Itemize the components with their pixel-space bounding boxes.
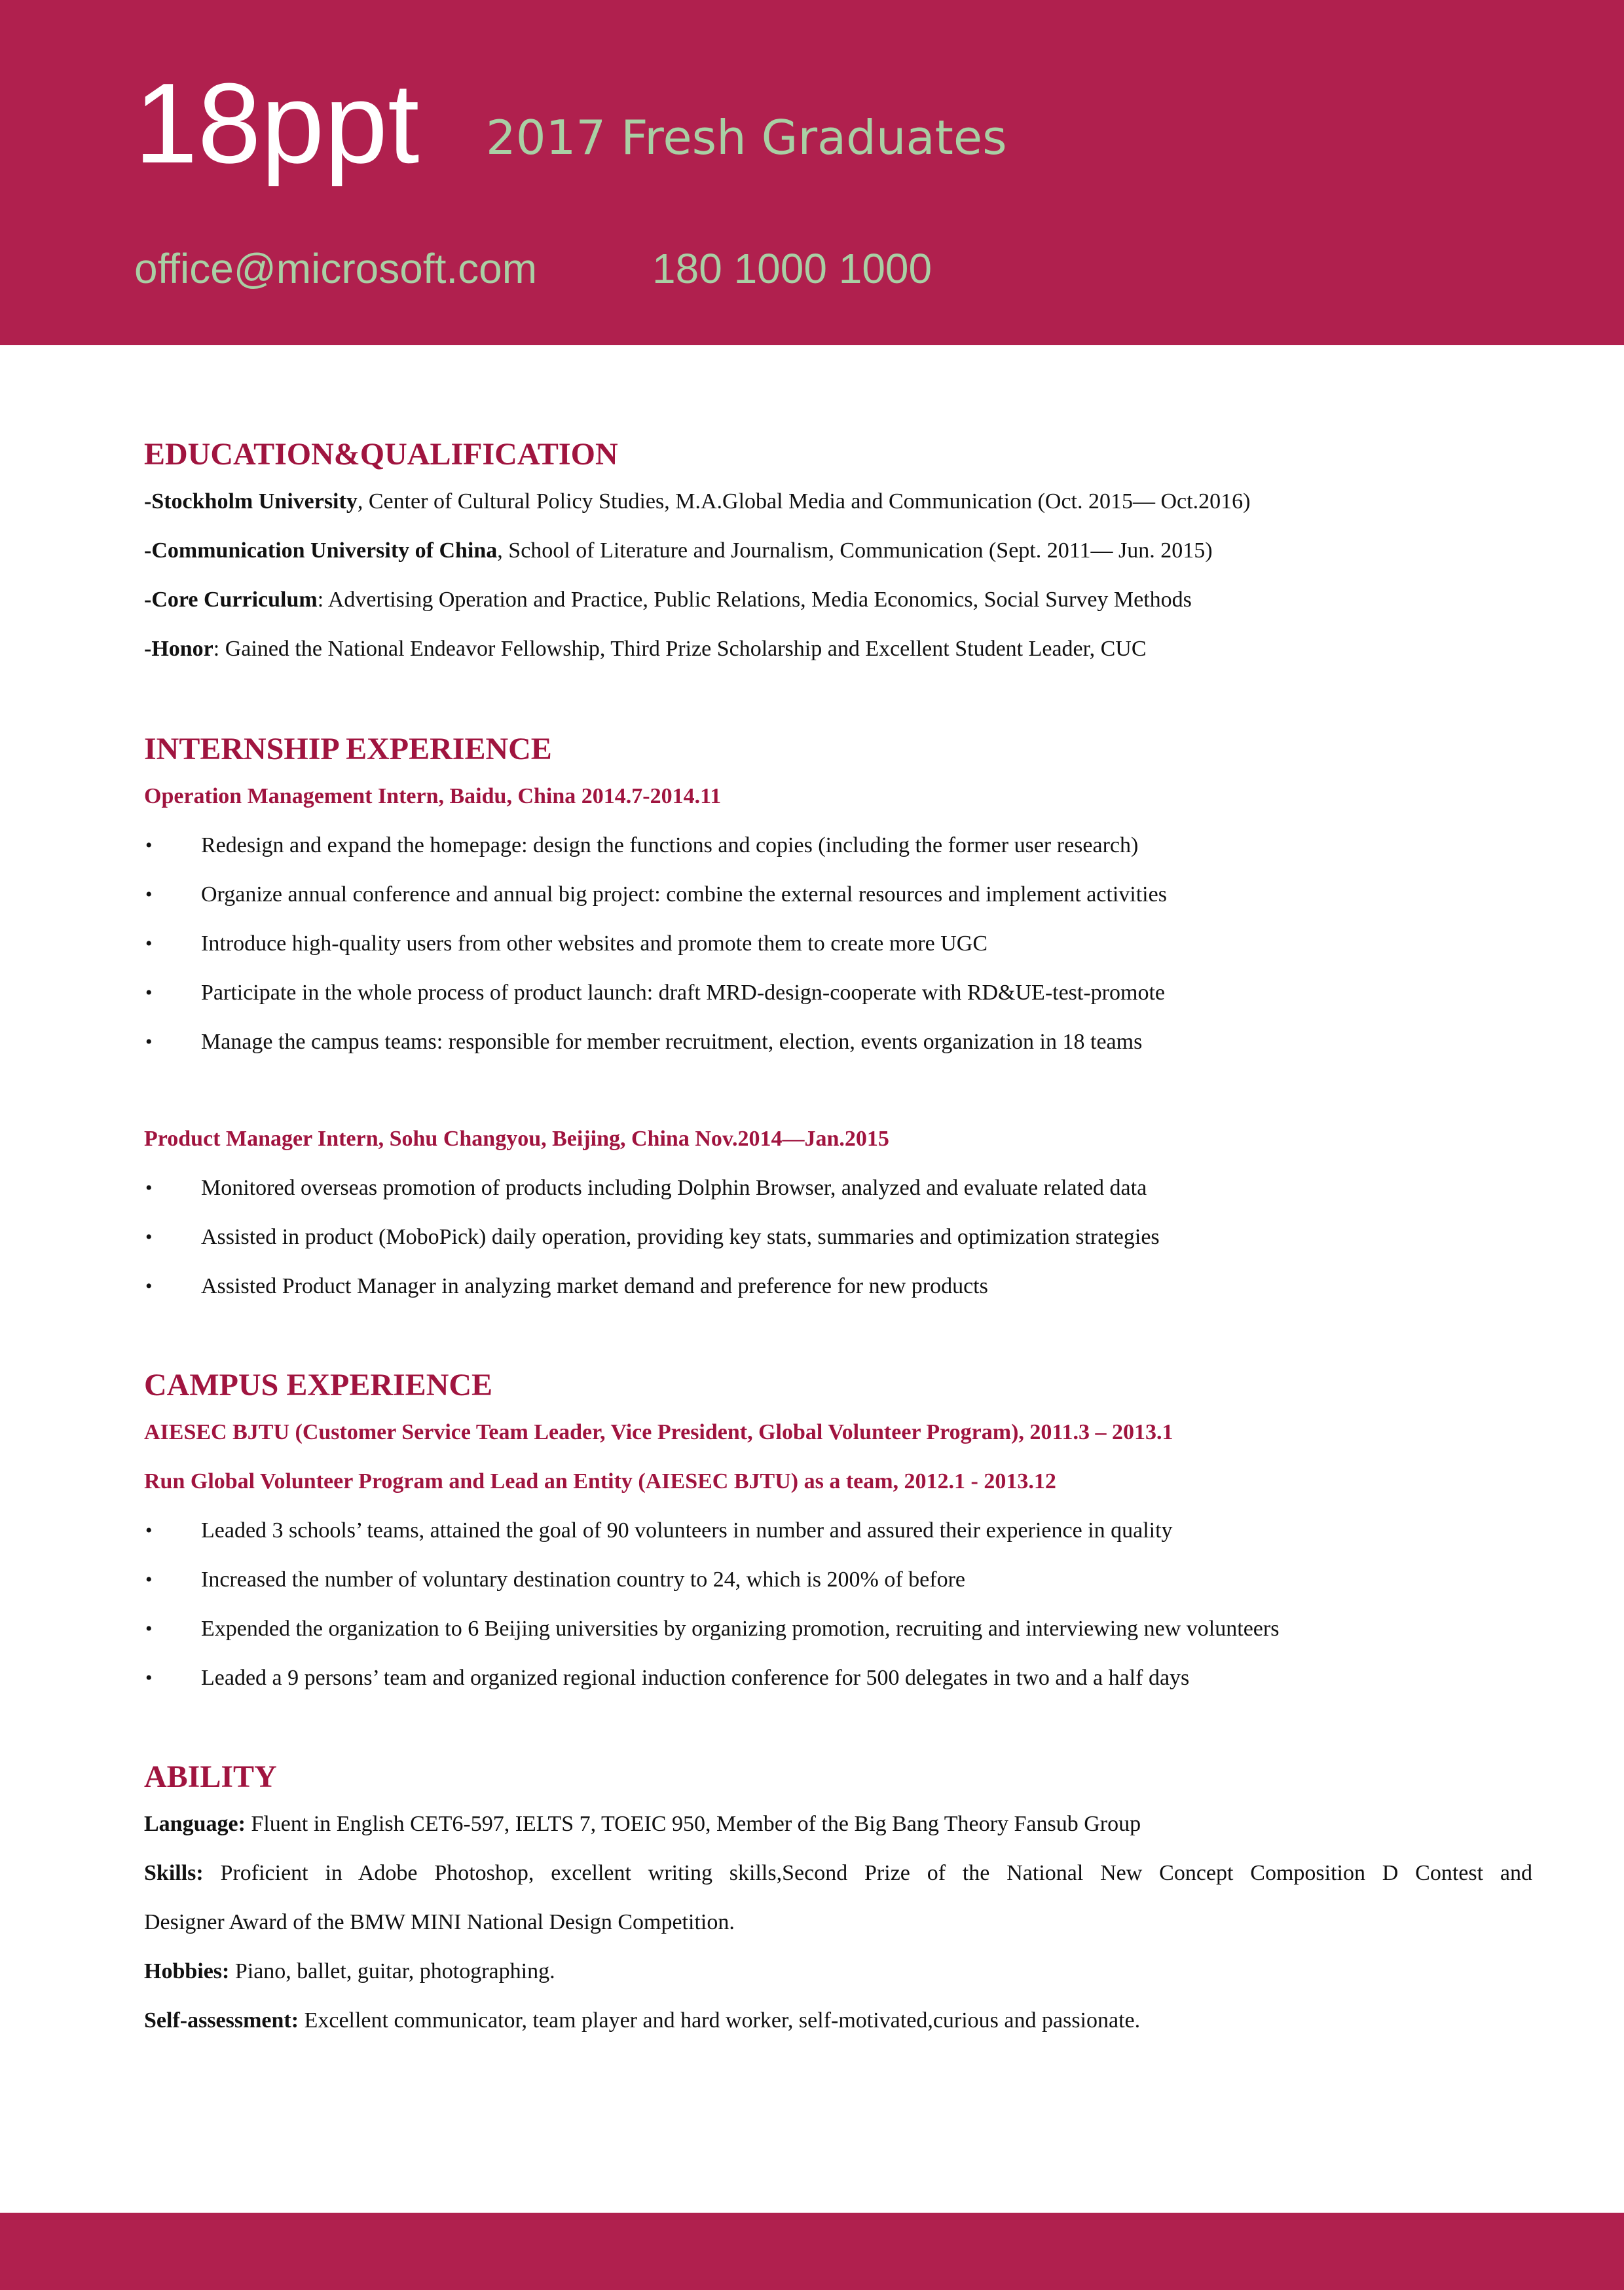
list-item-text: Leaded a 9 persons’ team and organized regional induction conference for 500 delegates in two and a half days [201,1666,1190,1690]
ability-skills-continued: Designer Award of the BMW MINI National Design Competition. [144,1910,735,1934]
resume-body [144,432,1532,2045]
education-line [144,575,1532,624]
ability-label: Language: [144,1812,246,1836]
resume-name: 18ppt [134,59,420,187]
list-item-text: Leaded 3 schools’ teams, attained the goal of 90 volunteers in number and assured their experience in quality [201,1518,1173,1543]
education-text: : Advertising Operation and Practice, Public Relations, Media Economics, Social Survey Methods [317,588,1192,612]
bullet-icon: • [145,1031,153,1053]
section-spacer [144,1311,1532,1363]
ability-text: Piano, ballet, guitar, photographing. [229,1959,555,1983]
job-heading: Operation Management Intern, Baidu, China 2014.7-2014.11 [144,784,722,808]
section-spacer [144,673,1532,727]
list-item [144,1604,1532,1653]
list-item-text: Redesign and expand the homepage: design the functions and copies (including the former user research) [201,833,1139,857]
list-item-text: Monitored overseas promotion of products including Dolphin Browser, analyzed and evaluate related data [201,1176,1147,1200]
list-item [144,1017,1532,1066]
list-item-text: Increased the number of voluntary destination country to 24, which is 200% of before [201,1567,966,1592]
bullet-icon: • [145,1275,153,1297]
education-line [144,624,1532,673]
bullet-icon: • [145,933,153,954]
campus-heading: AIESEC BJTU (Customer Service Team Leader, Vice President, Global Volunteer Program), 2011.3 – 2013.1 [144,1420,1173,1444]
ability-self-assessment [144,1996,1532,2045]
education-label: -Core Curriculum [144,588,318,612]
list-item [144,1555,1532,1604]
list-item [144,870,1532,919]
list-item-text: Introduce high-quality users from other websites and promote them to create more UGC [201,931,987,956]
internship-title: INTERNSHIP EXPERIENCE [144,732,552,766]
job-heading: Product Manager Intern, Sohu Changyou, Beijing, China Nov.2014—Jan.2015 [144,1127,889,1151]
list-item-text: Assisted in product (MoboPick) daily operation, providing key stats, summaries and optimization strategies [201,1225,1160,1249]
bullet-icon: • [145,835,153,856]
education-label: -Stockholm University [144,489,358,514]
campus-title: CAMPUS EXPERIENCE [144,1368,493,1402]
list-item-text: Manage the campus teams: responsible for member recruitment, election, events organization in 18 teams [201,1030,1143,1054]
bullet-icon: • [145,1520,153,1541]
ability-label: Skills: [144,1861,204,1885]
ability-text: Proficient in Adobe Photoshop, excellent writing skills,Second Prize of the National New Concept Composition D Contest and [203,1861,1532,1885]
list-item [144,968,1532,1017]
list-item-text: Assisted Product Manager in analyzing market demand and preference for new products [201,1274,988,1298]
bullet-icon: • [145,884,153,905]
section-spacer [144,1702,1532,1755]
bullet-icon: • [145,1226,153,1248]
list-item [144,1506,1532,1555]
education-text: : Gained the National Endeavor Fellowship, Third Prize Scholarship and Excellent Student Leader, CUC [213,637,1147,661]
list-item [144,1653,1532,1702]
ability-hobbies [144,1947,1532,1996]
education-text: , School of Literature and Journalism, Communication (Sept. 2011— Jun. 2015) [497,538,1213,563]
ability-skills [144,1849,1532,1898]
contact-phone: 180 1000 1000 [652,245,932,292]
list-item [144,919,1532,968]
education-label: -Honor [144,637,213,661]
education-line [144,526,1532,575]
education-text: , Center of Cultural Policy Studies, M.A.Global Media and Communication (Oct. 2015— Oct.2016) [357,489,1251,514]
ability-text: Fluent in English CET6-597, IELTS 7, TOEIC 950, Member of the Big Bang Theory Fansub Group [245,1812,1141,1836]
footer-banner [0,2213,1624,2290]
list-item-text: Expended the organization to 6 Beijing universities by organizing promotion, recruiting and interviewing new volunteers [201,1617,1280,1641]
ability-text: Excellent communicator, team player and hard worker, self-motivated,curious and passionate. [299,2008,1141,2033]
ability-label: Self-assessment: [144,2008,299,2033]
bullet-icon: • [145,1569,153,1590]
bullet-icon: • [145,982,153,1004]
campus-heading: Run Global Volunteer Program and Lead an Entity (AIESEC BJTU) as a team, 2012.1 - 2013.12 [144,1469,1056,1493]
ability-language [144,1799,1532,1849]
bullet-icon: • [145,1667,153,1689]
education-line [144,477,1532,526]
bullet-icon: • [145,1618,153,1640]
contact-email: office@microsoft.com [134,245,538,292]
header-banner [0,0,1624,345]
list-item-text: Participate in the whole process of product launch: draft MRD-design-cooperate with RD&UE-test-promote [201,981,1165,1005]
education-title: EDUCATION&QUALIFICATION [144,437,618,472]
list-item [144,1163,1532,1212]
education-label: -Communication University of China [144,538,498,563]
list-item [144,1212,1532,1262]
bullet-icon: • [145,1177,153,1199]
list-item [144,821,1532,870]
internship-section [144,727,1532,1311]
list-item [144,1262,1532,1311]
ability-title: ABILITY [144,1759,277,1794]
job-spacer [144,1066,1532,1114]
resume-subtitle: 2017 Fresh Graduates [486,110,1007,165]
ability-label: Hobbies: [144,1959,230,1983]
ability-section [144,1755,1532,2045]
education-section [144,432,1532,673]
list-item-text: Organize annual conference and annual big project: combine the external resources and implement activities [201,882,1167,907]
campus-section [144,1363,1532,1702]
